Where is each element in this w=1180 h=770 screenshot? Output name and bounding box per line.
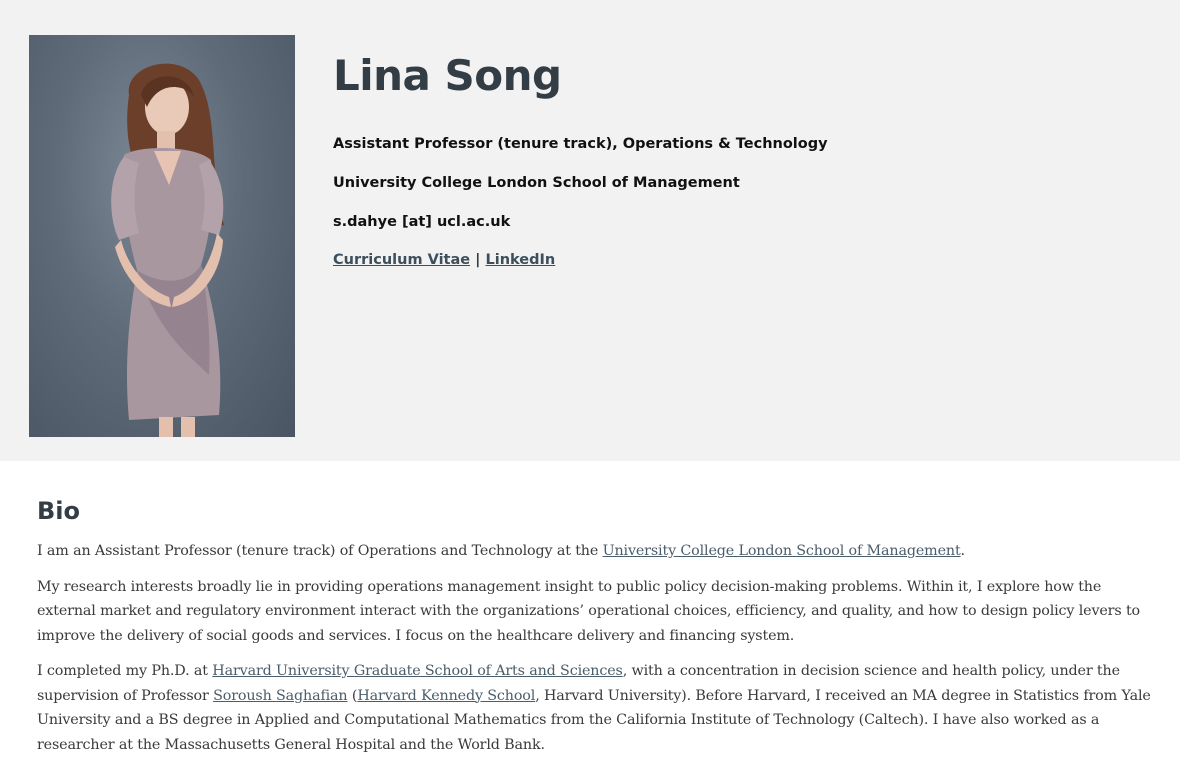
ucl-som-link[interactable]: University College London School of Management — [602, 543, 961, 559]
bio-section — [37, 494, 1163, 757]
profile-info — [333, 50, 1133, 270]
job-title: Assistant Professor (tenure track), Operations & Technology — [333, 136, 828, 152]
bio-paragraph-2: My research interests broadly lie in providing operations management insight to public policy decision-making problems. Within it, I explore how the external market and regulatory environment interact with the organizations’ operational choices, efficiency, and quality, and how to design policy levers to improve the delivery of social goods and services. I focus on the healthcare delivery and financing system. — [37, 578, 1141, 644]
profile-links — [333, 250, 1133, 270]
bio-text: ( — [347, 687, 358, 704]
linkedin-link[interactable]: LinkedIn — [485, 252, 556, 268]
bio-text: , with a concentration in decision science and health policy, under the supervision of Professor — [37, 663, 1120, 704]
bio-text: I am an Assistant Professor (tenure track) of Operations and Technology at the — [37, 543, 603, 559]
bio-heading: Bio — [37, 497, 81, 525]
bio-text: I completed my Ph.D. at — [37, 663, 213, 679]
email-address: s.dahye [at] ucl.ac.uk — [333, 214, 511, 230]
institution: University College London School of Management — [333, 175, 740, 191]
profile-photo — [29, 35, 295, 437]
bio-paragraph-3 — [37, 659, 1163, 757]
hks-link[interactable]: Harvard Kennedy School — [357, 687, 536, 704]
bio-paragraph-1 — [37, 539, 1163, 564]
harvard-gsas-link[interactable]: Harvard University Graduate School of Arts and Sciences — [212, 663, 623, 679]
link-separator: | — [470, 252, 486, 268]
cv-link[interactable]: Curriculum Vitae — [333, 252, 471, 268]
saghafian-link[interactable]: Soroush Saghafian — [213, 687, 348, 704]
page-title: Lina Song — [333, 51, 562, 100]
bio-text: . — [960, 543, 965, 559]
bio-text: , Harvard University). Before Harvard, I received an MA degree in Statistics from Yale University and a BS degree in Applied and Computational Mathematics from the California Institute of Technology (Caltech). I have also worked as a researcher at the Massachusetts General Hospital and the World Bank. — [37, 687, 1151, 753]
